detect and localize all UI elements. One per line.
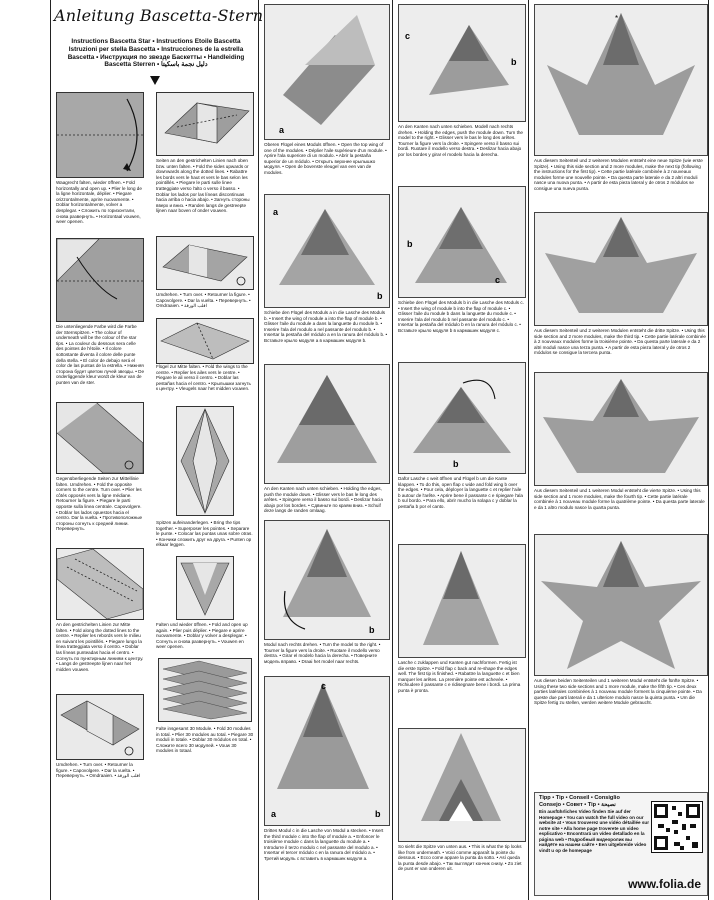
- svg-text:c: c: [321, 681, 327, 691]
- step-13-photo: [264, 194, 390, 308]
- step-22-caption: Aus diesem Seitenteil und 2 weiteren Modulen entsteht eine neue Spitze (wie erste Spitze). • Using this side section and 2 more modules, make the next tip (following the instructions for the first tip). • Cette partie latérale combinée à 2 nouveaux modules forme une nouvelle pointe. • Da questa parte laterale e da 2 altri moduli nasce una nuova punta. • A partir de esta pieza lateral y de otros 2 módulos se consigue una nueva punta.: [534, 158, 703, 191]
- step-23-caption: Aus diesem Seitenteil und 2 weiteren Modulen entsteht die dritte Spitze. • Using this side section and 2 more modules, make the third tip. • Cette partie latérale combinée à 2 nouveaux modules forme la troisième pointe. • Da questa parte laterale e da 2 altri moduli nasce una terza punta. • A partir de esta pieza lateral y de otros 2 módulos se consigue la tercera punta.: [534, 328, 706, 356]
- origami-module-photo: [265, 5, 389, 139]
- svg-text:b: b: [369, 625, 375, 635]
- fold-diagram-icon: [157, 319, 253, 363]
- column-rule: [258, 0, 259, 900]
- origami-star-photo: [535, 5, 707, 155]
- step-8-figure: [156, 318, 254, 364]
- subtitle-line: Bascetta Sterren • دليل نجمة باسكيتا: [104, 61, 208, 69]
- step-2-figure: [56, 238, 144, 322]
- step-18-caption: Schiebe den Flügel des Moduls b in die Lasche des Moduls c. • Insert the wing of module b into the flap of module c. • Glisser l'aile du module b dans la languette du module c. • Inserire l'ala del modulo b nel passante del modulo c. • Insertar la pestaña del módulo b en la ranura del módulo c. • Вставьте крыло модуля b в кармашек модуля c.: [398, 300, 524, 333]
- step-22-photo: [534, 4, 708, 156]
- fold-diagram-icon: [157, 237, 253, 289]
- svg-text:b: b: [511, 57, 517, 67]
- svg-text:c: c: [495, 275, 501, 285]
- step-25-caption: Aus diesen beiden Seitenteilen und 1 weiteren Modul entsteht die fünfte Spitze. • Using these two side sections and 1 more module, make the fifth tip. • Ces deux parties latérales combinées à 1 nouveau module forment la cinquième pointe. • Da queste due parti laterali e da 1 ulteriore modulo nasce la quinta punta. • Um die Spitze fertig zu stellen, werden weitere Module gebraucht.: [534, 678, 702, 706]
- fold-diagram-icon: [57, 93, 143, 177]
- step-24-photo: [534, 372, 708, 486]
- step-2-caption: Die untenliegende Farbe wird die Farbe der Sternspitzen. • The colour of underneath will be the colour of the star tips. • La couleur du dessous sera celle des pointes de l'étoile. • Il colore sottostante diventa il colore delle punte della stella. • El color de debajo será el color de las puntas de la estrella. • Нижняя сторона будет цветом лучей звезды. • De onderliggende kleur wordt de kleur van de punten van de ster.: [56, 324, 144, 385]
- step-14-photo: [264, 364, 390, 484]
- step-1-figure: [56, 92, 144, 178]
- step-7-figure: [156, 236, 254, 290]
- step-15-photo: [264, 520, 390, 640]
- origami-star-photo: [535, 373, 707, 485]
- step-23-photo: [534, 212, 708, 326]
- subtitle-line: Istruzioni per stella Bascetta • Instrucciones de la estrella: [68, 45, 244, 53]
- fold-diagram-icon: [57, 549, 143, 619]
- svg-text:a: a: [273, 207, 279, 217]
- step-10-figure: [176, 556, 234, 620]
- step-6-figure: [156, 92, 254, 156]
- step-17-caption: An den Kanten nach unten schieben. Modell nach rechts drehen. • Holding the edges, push the module down. Turn the model to the right. • Glisser vers le bas le long des arêtes. Tourner la figure vers la droite. • Spingere verso il basso sui bordi. Ruotare il modello verso destra. • Deslizar hacia abajo por los bordes y girar el modelo hacia la derecha.: [398, 124, 523, 157]
- step-20-photo: [398, 544, 526, 658]
- step-4-caption: An den gestrichelten Linien zur Mitte falten. • Fold along the dotted lines to the centre. • Replier les rebords vers le milieu en suivant les pointillés. • Piegare lungo la linea tratteggiata verso il centro. • Doblar las líneas punteadas hacia el centro. • Согнуть по пунктирным линиям к центру. • Langs de gestreepte lijnen naar het midden vouwen.: [56, 622, 144, 672]
- step-20-caption: Lasche c zuklappen und Kanten gut nachformen. Fertig ist die erste Spitze. • Fold flap c back and re-shape the edges well. The first tip is finished. • Rabattre la languette c et bien marquer les arêtes. La première pointe est achevée. • Richiudere il passante c e ridisegnare bene i bordi. La prima punta è pronta.: [398, 660, 521, 693]
- fold-diagram-icon: [57, 695, 143, 759]
- svg-text:b: b: [407, 239, 413, 249]
- step-15-caption: Modul nach rechts drehen. • Turn the model to the right. • Tourner la figure vers la droite. • Ruotare il modello verso destra. • Girar el modelo hacia la derecha. • Поверните модель вправо. • Draai het model naar rechts.: [264, 642, 381, 664]
- subtitle-line: Bascetta • Инструкция по звезде Баскетты • Handleiding: [67, 53, 245, 61]
- origami-module-photo: [399, 187, 525, 297]
- fold-diagram-icon: [177, 407, 233, 515]
- svg-text:a: a: [271, 809, 277, 819]
- step-9-caption: Spitzen aufeinanderlegen. • Bring the tips together. • Superposer les pointes. • Separare le punte. • Colocar las puntas unas sobre otras. • Кончики сложить друг на друга. • Punten op elkaar leggen.: [156, 520, 253, 548]
- origami-module-photo: [399, 545, 525, 657]
- step-17-photo: [398, 4, 526, 122]
- step-13-caption: Schiebe den Flügel des Moduls a in die Lasche des Moduls b. • Insert the wing of module a into the flap of module b. • Glisser l'aile du module a dans la languette du module b. • Inserire l'ala del modulo a nel passante del modulo b. • Insertar la pestaña del módulo a en la ranura del módulo b. • Вставьте крыло модуля a в кармашек модуля b.: [264, 310, 388, 343]
- subtitle-line: Instructions Bascetta Star • Instructions Etoile Bascetta: [71, 38, 241, 45]
- step-10-caption: Falten und wieder öffnen. • Fold and open up again. • Plier puis déplier. • Piegare e aprire nuovamente. • Doblar y volver a desplegar. • Согнуть и снова развернуть. • Vouwen en weer openen.: [156, 622, 248, 650]
- fold-diagram-icon: [157, 93, 253, 155]
- step-4-figure: [56, 548, 144, 620]
- svg-text:b: b: [453, 459, 459, 469]
- modules-stack-icon: [159, 659, 251, 721]
- step-5-figure: [56, 694, 144, 760]
- tip-body: Ein ausführliches Video finden Sie auf der Homepage • You can watch the full video on our website at • Vous trouverez une vidéo détaillée sur notre site • Alla home page troverete un video esplicativo • Encontrará un vídeo detallado en la página web • Подробный видеоролик вы найдёте на нашем сайте • Een uitgebreide video vindt u op de homepage: [539, 809, 650, 853]
- column-rule: [528, 0, 529, 900]
- step-14-caption: An den Kanten nach unten schieben. • Holding the edges, push the module down. • Glisser vers le bas le long des arêtes. • Spingere verso il basso sui bordi. • Deslizar hacia abajo por los bordes. • Сдвиньте по краям вниз. • Schuif deze langs de randen omlaag.: [264, 486, 383, 514]
- arrow-down-icon: [150, 76, 160, 85]
- label-a: a: [279, 125, 285, 135]
- svg-text:*: *: [615, 14, 619, 23]
- origami-module-photo: [265, 365, 389, 483]
- brand-link[interactable]: www.folia.de: [628, 877, 701, 891]
- column-rule: [392, 0, 393, 900]
- step-21-photo: [398, 728, 526, 842]
- origami-module-photo: [399, 5, 525, 121]
- tip-box: [534, 792, 708, 896]
- origami-module-photo: [399, 363, 525, 473]
- svg-text:b: b: [375, 809, 381, 819]
- fold-diagram-icon: [57, 239, 143, 321]
- qr-code-icon[interactable]: [651, 801, 703, 853]
- step-1-caption: Waagrecht falten, wieder öffnen. • Fold horizontally and open up. • Plier le long de la ligne horizontale, déplier. • Piegare orizzontalmente, aprire nuovamente. • Doblar horizontalmente, volver a desplegar. • Сложить по горизонтали, снова развернуть. • Horizontaal vouwen, weer openen.: [56, 180, 142, 225]
- fold-diagram-icon: [57, 403, 143, 473]
- margin-rule: [50, 0, 51, 900]
- svg-text:c: c: [405, 31, 411, 41]
- step-7-caption: Umdrehen. • Turn over. • Retourner la figure. • Capovolgere. • Dar la vuelta. • Перевернуть. • Omdraaien. • اقلب الورقة: [156, 292, 251, 309]
- step-8-caption: Flügel zur Mitte falten. • Fold the wings to the centre. • Replier les ailes vers le centre. • Piegare le ali verso il centro. • Doblar las pestañas hacia el centro. • Крылышки загнуть к центру. • Vleugels naar het midden vouwen.: [156, 364, 251, 392]
- step-12-photo: [264, 4, 390, 140]
- fold-diagram-icon: [177, 557, 233, 619]
- step-16-photo: [264, 676, 390, 826]
- step-3-figure: [56, 402, 144, 474]
- margin-rule: [708, 0, 709, 900]
- origami-module-photo: [265, 677, 389, 825]
- step-11-figure: [158, 658, 252, 722]
- step-3-caption: Gegenüberliegende Seiten zur Mittellinie falten. Umdrehen. • Fold the opposite corners to the centre. Turn over. • Plier les côtés opposés vers la ligne médiane. Retourner la figure. • Piegare le parti opposte sulla linea centrale. Capovolgere. • Doblar los lados opuestos hacia el centro. Dar la vuelta. • Противоположные стороны согнуть к средней линии. Перевернуть.: [56, 476, 143, 532]
- step-5-caption: Umdrehen. • Turn over. • Retourner la figure. • Capovolgere. • Dar la vuelta. • Перевернуть. • Omdraaien. • اقلب الورقة: [56, 762, 141, 779]
- step-6-caption: Seiten an den gestrichelten Linien nach oben bzw. unten falten. • Fold the sides upwards or downwards along the dotted lines. • Rabattre les bords vers le haut et vers le bas selon les pointillés. • Piegare le parti sulle linee tratteggiate verso l'alto o verso il basso. • Doblar los lados por las líneas discontinuas hacia arriba o hacia abajo. • Загнуть стороны вверх и вниз. • Randen langs de gestreepte lijnen naar boven of onder vouwen.: [156, 158, 250, 214]
- step-16-caption: Drittes Modul c in die Lasche von Modul a stecken. • Insert the third module c into the flap of module a. • Enfoncer le troisième module c dans la languette du module a. • Introdurre il terzo modulo c nel passante del modulo a. • Insertar el tercer módulo c en la ranura del módulo a. • Третий модуль c вставить в кармашек модуля a.: [264, 828, 384, 861]
- step-12-caption: Oberen Flügel eines Moduls öffnen. • Open the top wing of one of the modules. • Déplier l'aile supérieure d'un module. • Aprire l'ala superiore di un modulo. • Abrir la pestaña superior de un módulo. • Открыть верхнее крылышко модуля. • Open de bovenste vleugel van een van de modules.: [264, 142, 387, 175]
- page-subtitles: [56, 38, 256, 69]
- origami-module-photo: [399, 729, 525, 841]
- step-9-figure: [176, 406, 234, 516]
- step-21-caption: So sieht die Spitze von unten aus. • This is what the tip looks like from underneath. • Voici comme apparaît la pointe du dessous. • Ecco come appare la punta da sotto. • Así queda la punta desde abajo. • Так выглядит кончик снизу. • Zo ziet de punt er van onderen uit.: [398, 844, 522, 872]
- origami-module-photo: [265, 195, 389, 307]
- step-19-caption: Dafür Lasche c weit öffnen und Flügel b um die Kante klappen. • To do this, open flap c wide and fold wing b over the edges. • Pour cela, déployer la languette c et replier l'aile b autour de l'arête. • Aprire bene il passante c e ripiegare l'ala b sul bordo. • Para ello, abrir mucho la solapa c y doblar la pestaña b por el canto.: [398, 476, 523, 509]
- origami-module-photo: [265, 521, 389, 639]
- step-24-caption: Aus diesem Seitenteil und 1 weiteren Modul entsteht die vierte Spitze. • Using this side section and 1 more modules, make the fourth tip. • Cette partie latérale combinée à 1 nouveau module forme la quatrième pointe. • Da questa parte laterale e da 1 altro modulo nasce la quarta punta.: [534, 488, 705, 510]
- step-11-caption: Falte insgesamt 30 Module. • Fold 30 modules in total. • Plier 30 modules au total. • Piegare 30 moduli in totale. • Doblar 30 módulos en total. • Сложите всего 30 модулей. • Vouw 30 modules in totaal.: [156, 726, 254, 754]
- origami-star-photo: [535, 535, 707, 675]
- step-19-photo: [398, 362, 526, 474]
- origami-star-photo: [535, 213, 707, 325]
- svg-text:b: b: [377, 291, 383, 301]
- step-18-photo: [398, 186, 526, 298]
- page-title: Anleitung Bascetta-Stern: [54, 6, 264, 25]
- step-25-photo: [534, 534, 708, 676]
- tip-title: Tipp • Tip • Conseil • Consiglio Consejo • Совет • Tip • نصيحة: [539, 795, 620, 808]
